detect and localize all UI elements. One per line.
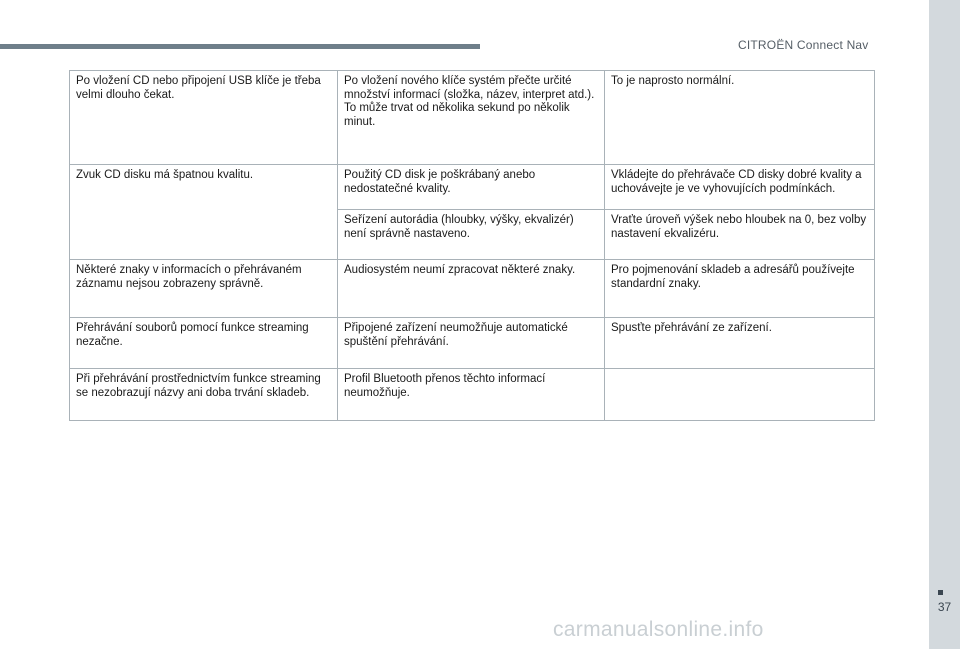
solution-cell: Spusťte přehrávání ze zařízení.	[605, 318, 875, 369]
solution-cell: To je naprosto normální.	[605, 71, 875, 165]
solution-cell: Vraťte úroveň výšek nebo hloubek na 0, bez volby nastavení ekvalizéru.	[605, 210, 875, 260]
question-cell: Přehrávání souborů pomocí funkce streaming nezačne.	[70, 318, 338, 369]
page-marker-icon	[938, 590, 943, 595]
question-cell: Zvuk CD disku má špatnou kvalitu.	[70, 165, 338, 260]
question-cell: Po vložení CD nebo připojení USB klíče je třeba velmi dlouho čekat.	[70, 71, 338, 165]
table-row	[70, 71, 875, 165]
page-number: 37	[937, 600, 952, 614]
solution-cell: Pro pojmenování skladeb a adresářů používejte standardní znaky.	[605, 260, 875, 318]
cause-cell: Použitý CD disk je poškrábaný anebo nedostatečné kvality.	[338, 165, 605, 210]
solution-cell	[605, 369, 875, 421]
table-row	[70, 165, 875, 210]
question-cell: Některé znaky v informacích o přehrávaném záznamu nejsou zobrazeny správně.	[70, 260, 338, 318]
cause-cell: Po vložení nového klíče systém přečte určité množství informací (složka, název, interpret atd.). To může trvat od několika sekund po několik minut.	[338, 71, 605, 165]
table-row	[70, 318, 875, 369]
cause-cell: Připojené zařízení neumožňuje automatické spuštění přehrávání.	[338, 318, 605, 369]
cause-cell: Profil Bluetooth přenos těchto informací neumožňuje.	[338, 369, 605, 421]
cause-cell: Audiosystém neumí zpracovat některé znaky.	[338, 260, 605, 318]
watermark: carmanualsonline.info	[553, 618, 764, 641]
solution-cell: Vkládejte do přehrávače CD disky dobré kvality a uchovávejte je ve vyhovujících podmínkách.	[605, 165, 875, 210]
side-strip	[929, 0, 960, 649]
header-accent-bar	[0, 44, 480, 49]
question-cell: Při přehrávání prostřednictvím funkce streaming se nezobrazují názvy ani doba trvání skladeb.	[70, 369, 338, 421]
table-row	[70, 369, 875, 421]
manual-title: CITROËN Connect Nav	[738, 38, 869, 52]
table-row	[70, 260, 875, 318]
cause-cell: Seřízení autorádia (hloubky, výšky, ekvalizér) není správně nastaveno.	[338, 210, 605, 260]
troubleshooting-table	[69, 70, 875, 421]
